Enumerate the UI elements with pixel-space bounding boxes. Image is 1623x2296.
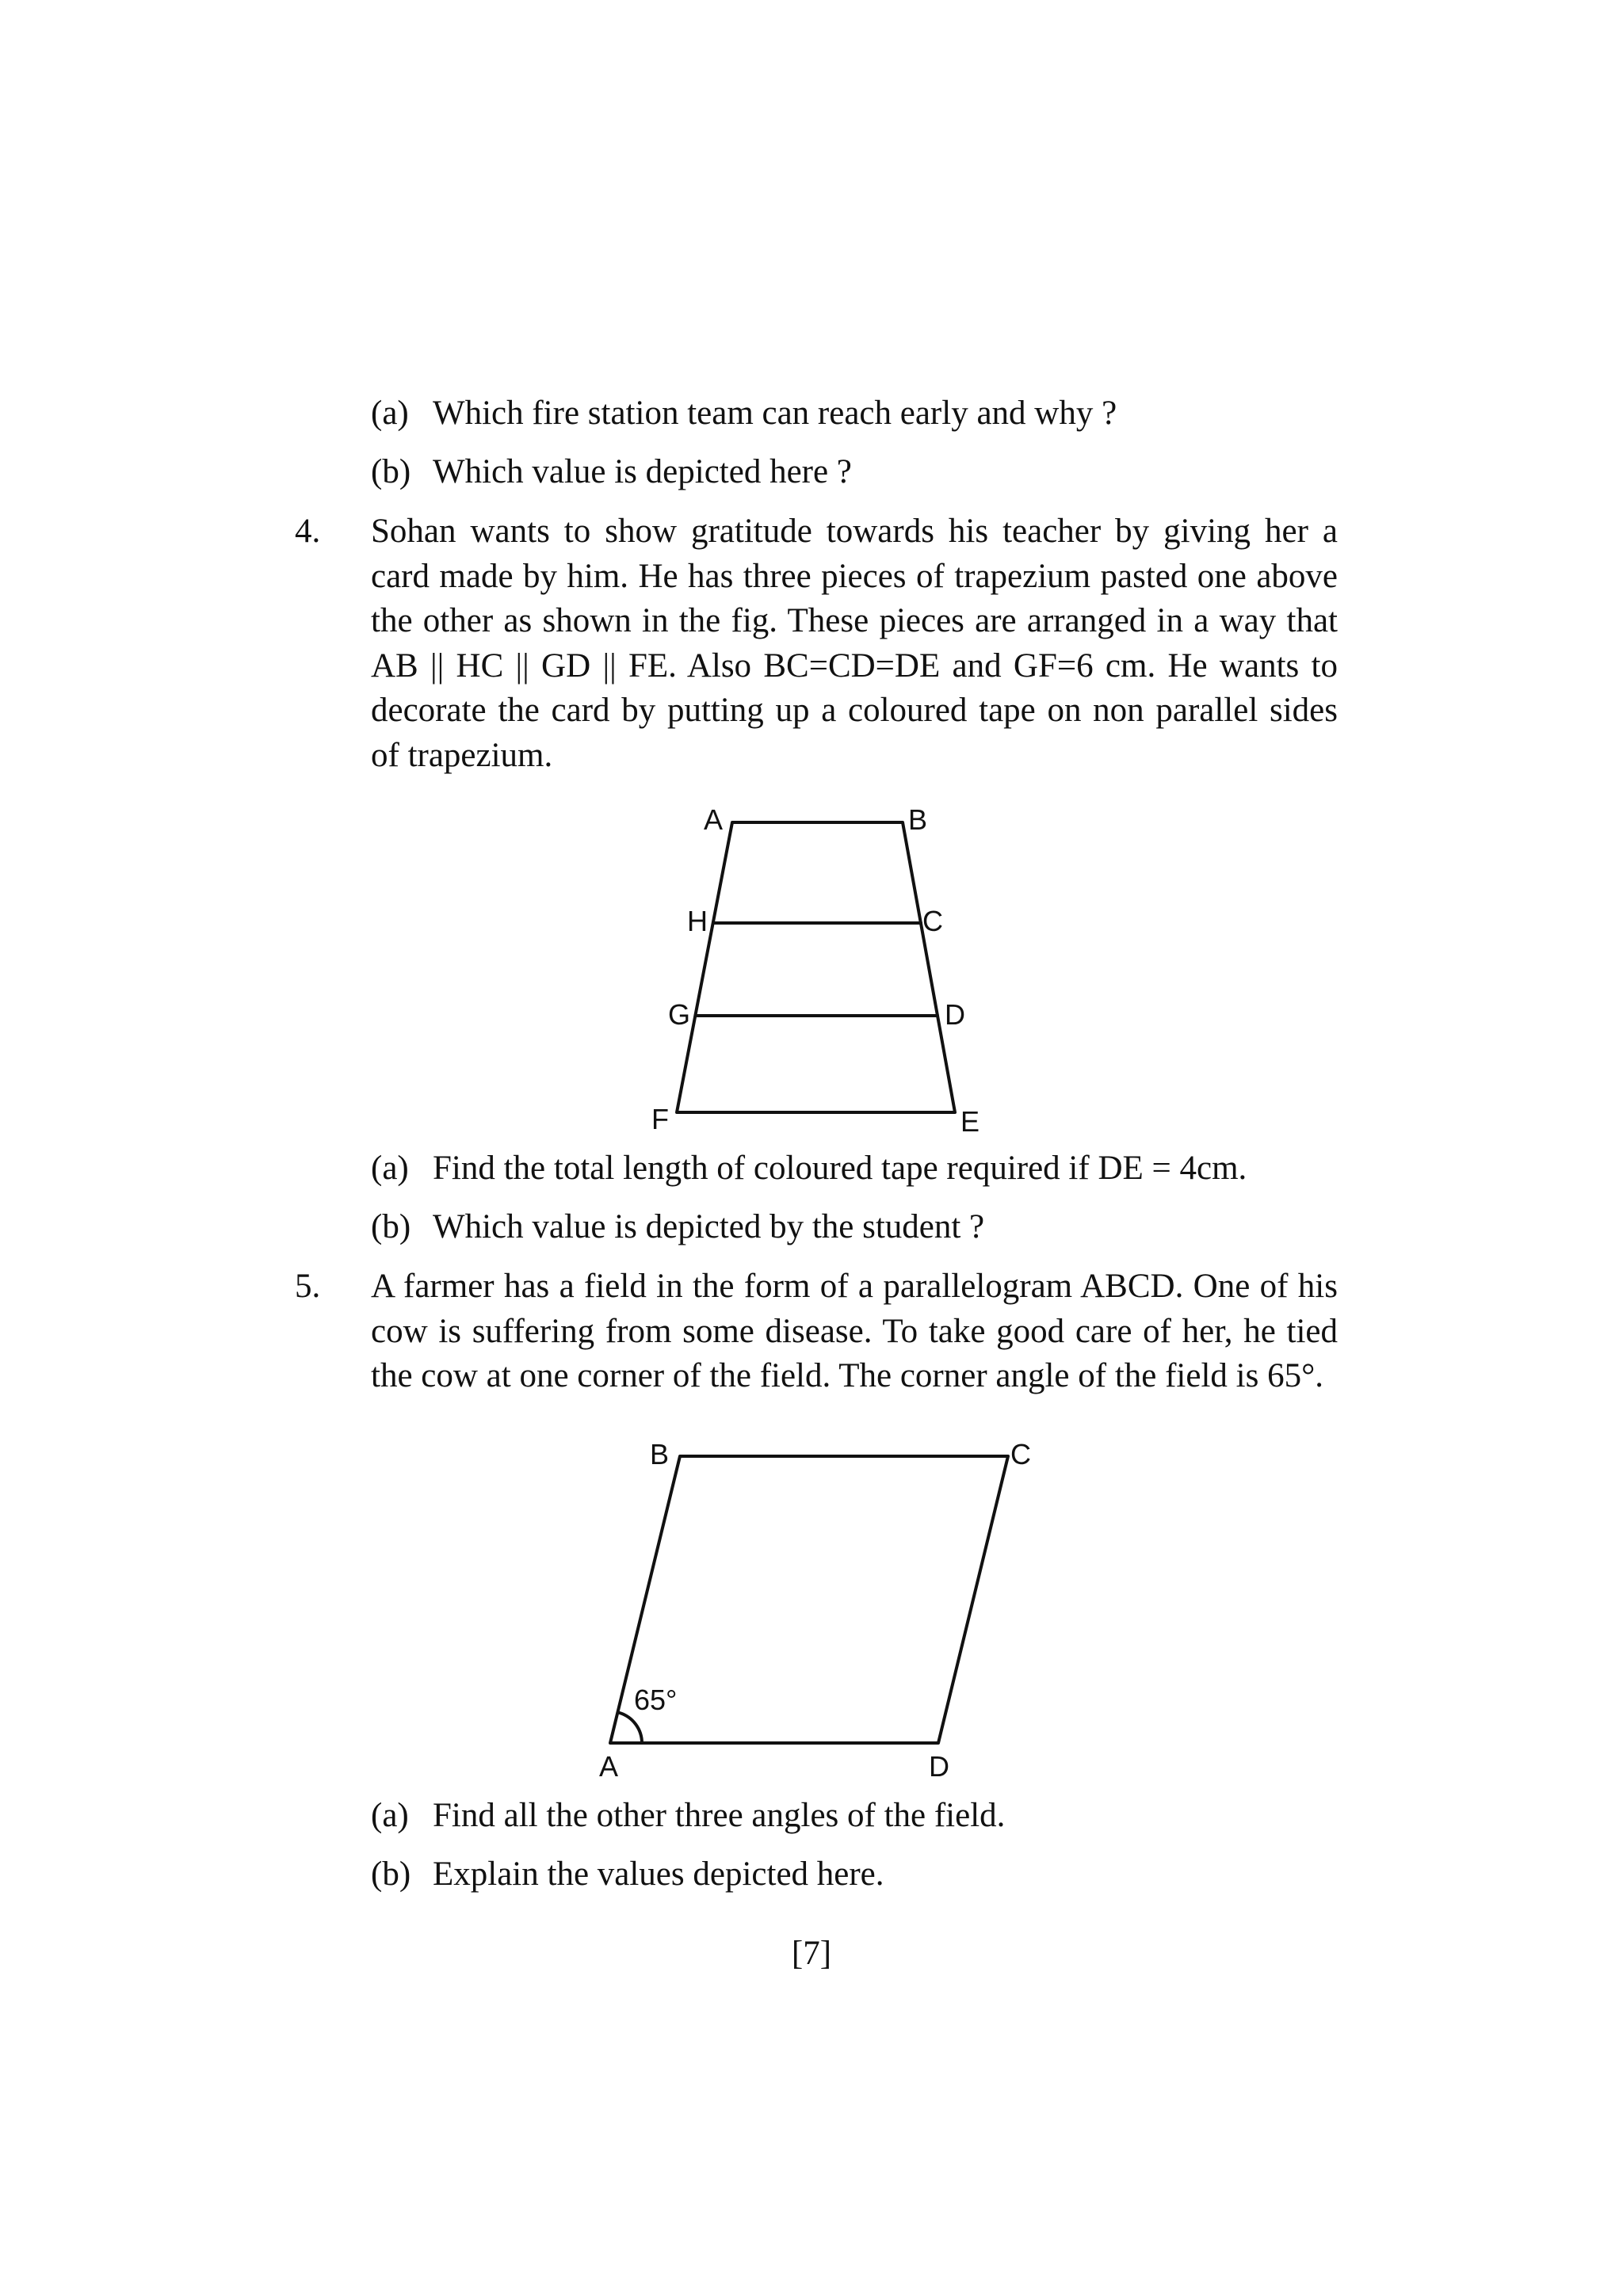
q4-line: card made by him. He has three pieces of trapezium pasted one above: [371, 557, 1338, 595]
q4-a-label: (a): [371, 1150, 409, 1187]
q5-b-text: Explain the values depicted here.: [433, 1855, 884, 1893]
q3-a-label: (a): [371, 395, 409, 432]
q5-line: the cow at one corner of the field. The corner angle of the field is 65°.: [371, 1357, 1324, 1394]
page-number: [7]: [791, 1935, 832, 1972]
q5-a-label: (a): [371, 1797, 409, 1834]
q4-line: Sohan wants to show gratitude towards his teacher by giving her a: [371, 513, 1338, 550]
q5-number: 5.: [295, 1268, 321, 1305]
label-b: B: [650, 1438, 670, 1470]
q4-a-text: Find the total length of coloured tape required if DE = 4cm.: [433, 1150, 1247, 1187]
q5-b-label: (b): [371, 1855, 411, 1893]
label-a: A: [599, 1750, 619, 1783]
q4-line: of trapezium.: [371, 736, 553, 774]
label-d: D: [945, 998, 965, 1031]
trapezium-outline: [677, 822, 955, 1112]
q3-a-text: Which fire station team can reach early and why ?: [433, 395, 1117, 432]
label-a: A: [704, 803, 724, 836]
q4-line: the other as shown in the fig. These pieces are arranged in a way that: [371, 602, 1338, 639]
label-h: H: [687, 905, 708, 937]
label-c: C: [922, 905, 943, 937]
label-g: G: [668, 998, 691, 1031]
q5-a-text: Find all the other three angles of the field.: [433, 1797, 1006, 1834]
q5-line: A farmer has a field in the form of a parallelogram ABCD. One of his: [371, 1268, 1338, 1305]
q3-b-label: (b): [371, 453, 411, 490]
label-e: E: [960, 1105, 980, 1138]
q5-line: cow is suffering from some disease. To take good care of her, he tied: [371, 1312, 1338, 1350]
parallelogram-figure: [0, 1410, 1623, 1791]
q4-line: AB || HC || GD || FE. Also BC=CD=DE and GF=6 cm. He wants to: [371, 646, 1338, 685]
label-d: D: [929, 1750, 949, 1783]
label-b: B: [908, 803, 928, 836]
angle-label: 65°: [634, 1684, 678, 1716]
q4-line: decorate the card by putting up a coloured tape on non parallel sides: [371, 692, 1338, 729]
q3-b-text: Which value is depicted here ?: [433, 453, 852, 490]
q4-number: 4.: [295, 513, 321, 550]
q5-paragraph: [371, 1264, 1338, 1399]
q4-b-text: Which value is depicted by the student ?: [433, 1208, 985, 1245]
q4-b-label: (b): [371, 1208, 411, 1245]
label-c: C: [1010, 1438, 1031, 1470]
label-f: F: [651, 1103, 669, 1135]
angle-arc: [620, 1713, 642, 1743]
